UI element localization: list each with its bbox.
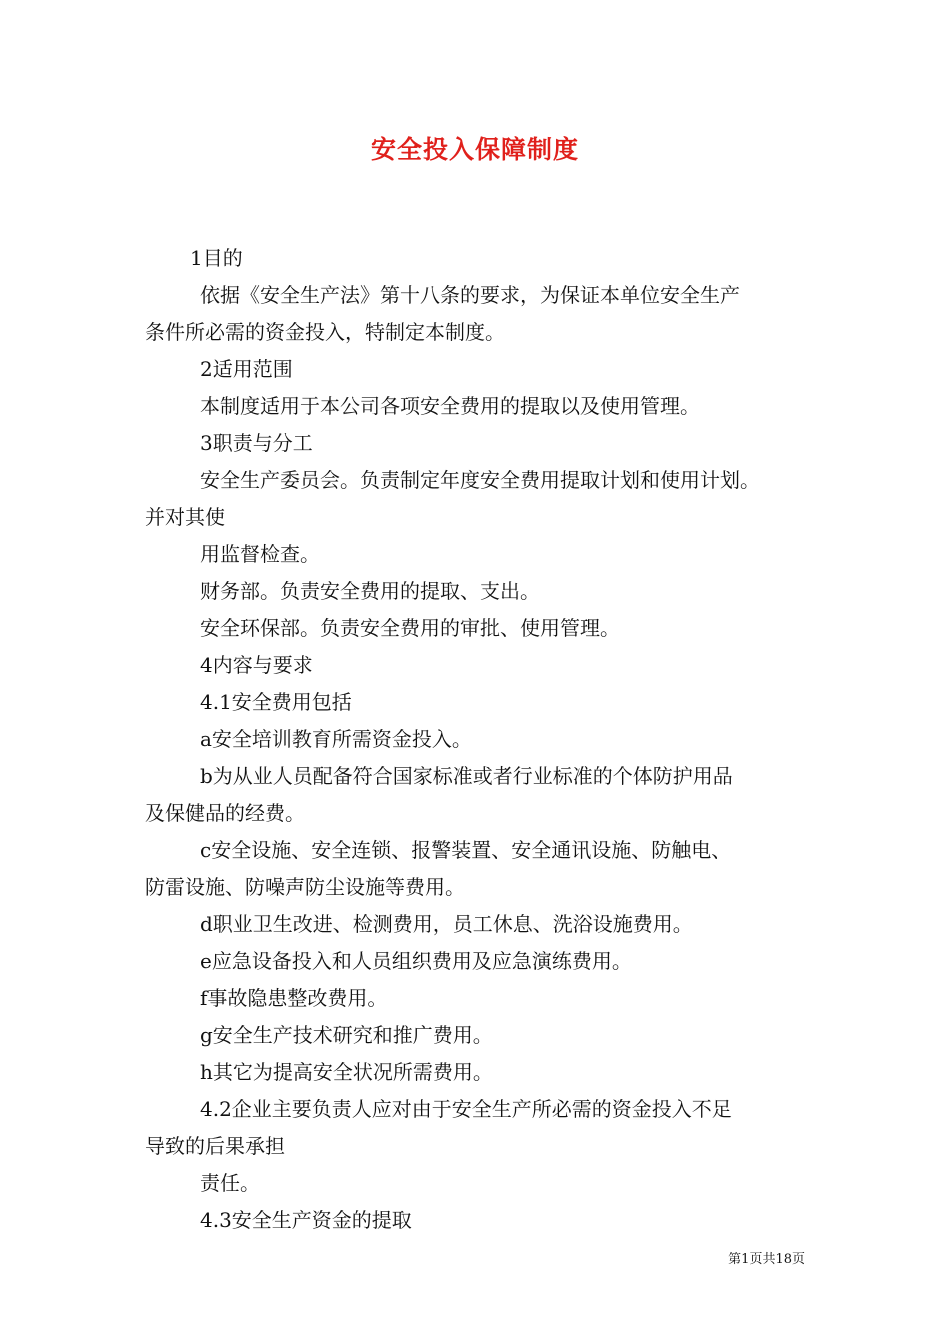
paragraph-line: 用监督检查。 <box>200 542 320 566</box>
paragraph-line: a安全培训教育所需资金投入。 <box>200 727 472 751</box>
paragraph-line: 并对其使 <box>145 505 225 529</box>
paragraph-line: 4.1安全费用包括 <box>200 690 352 714</box>
paragraph-line: 财务部。负责安全费用的提取、支出。 <box>200 579 540 603</box>
document-title: 安全投入保障制度 <box>370 135 579 164</box>
paragraph-line: 4内容与要求 <box>200 653 313 677</box>
document-body <box>145 240 825 1239</box>
paragraph-line: b为从业人员配备符合国家标准或者行业标准的个体防护用品 <box>200 764 733 788</box>
paragraph-line: 安全环保部。负责安全费用的审批、使用管理。 <box>200 616 620 640</box>
paragraph-line: h其它为提高安全状况所需费用。 <box>200 1060 493 1084</box>
paragraph-line: 导致的后果承担 <box>145 1134 285 1158</box>
paragraph-line: 责任。 <box>200 1171 260 1195</box>
paragraph-line: 1目的 <box>190 246 243 270</box>
paragraph-line: f事故隐患整改费用。 <box>200 986 388 1010</box>
paragraph-line: e应急设备投入和人员组织费用及应急演练费用。 <box>200 949 632 973</box>
paragraph-line: 4.3安全生产资金的提取 <box>200 1208 412 1232</box>
paragraph-line: 及保健品的经费。 <box>145 801 305 825</box>
paragraph-line: 安全生产委员会。负责制定年度安全费用提取计划和使用计划。 <box>200 468 760 492</box>
paragraph-line: 本制度适用于本公司各项安全费用的提取以及使用管理。 <box>200 394 700 418</box>
page-indicator: 第1页共18页 <box>728 1252 805 1267</box>
paragraph-line: 2适用范围 <box>200 357 293 381</box>
paragraph-line: 3职责与分工 <box>200 431 313 455</box>
paragraph-line: d职业卫生改进、检测费用，员工休息、洗浴设施费用。 <box>200 912 693 936</box>
paragraph-line: 4.2企业主要负责人应对由于安全生产所必需的资金投入不足 <box>200 1097 732 1121</box>
paragraph-line: 条件所必需的资金投入，特制定本制度。 <box>145 320 505 344</box>
paragraph-line: 防雷设施、防噪声防尘设施等费用。 <box>145 875 465 899</box>
paragraph-line: 依据《安全生产法》第十八条的要求，为保证本单位安全生产 <box>200 283 740 307</box>
paragraph-line: c安全设施、安全连锁、报警装置、安全通讯设施、防触电、 <box>200 838 732 862</box>
paragraph-line: g安全生产技术研究和推广费用。 <box>200 1023 493 1047</box>
